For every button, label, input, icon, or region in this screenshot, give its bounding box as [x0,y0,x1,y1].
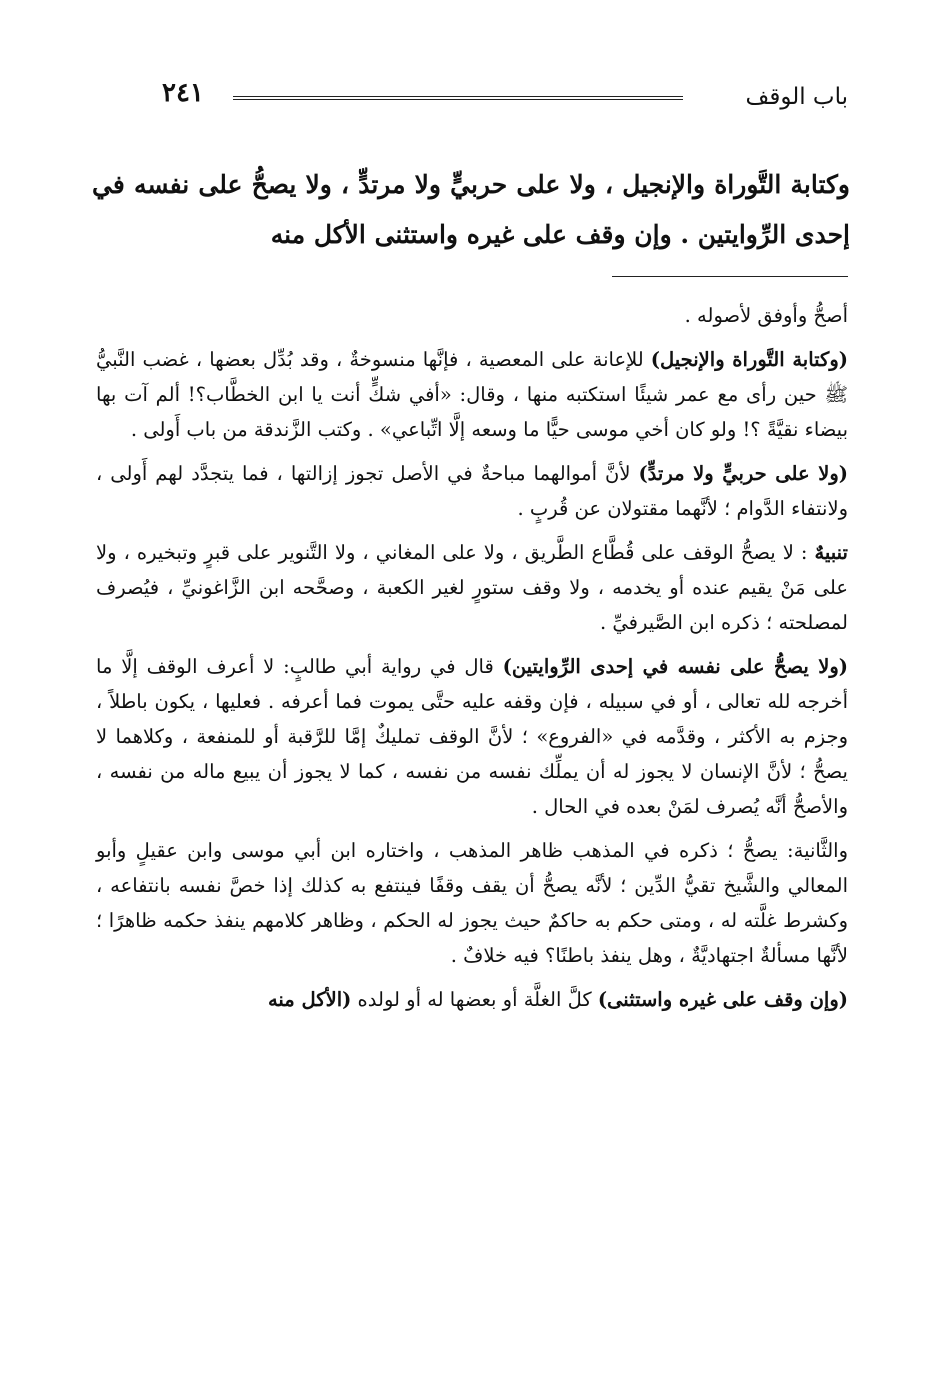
commentary-paragraph [96,649,848,824]
section-title: باب الوقف [745,84,848,110]
matn-text: وكتابة التَّوراة والإنجيل ، ولا على حربيٍّ ولا مرتدٍّ ، ولا يصحُّ على نفسه في إحدى الرِّوايتين . وإن وقف على غيره واستثنى الأكل منه [92,170,850,249]
commentary-paragraph [96,456,848,526]
commentary-paragraph [96,298,848,333]
commentary-text: للإعانة على المعصية ، فإنَّها منسوخةٌ ، وقد بُدِّل بعضها ، غضب النَّبيُّ ﷺ حين رأى مع عمر شيئًا استكتبه منها ، وقال: «أفي شكٍّ أنت يا ابن الخطَّاب؟! ألم آت بها بيضاء نقيَّةً ؟! ولو كان أخي موسى حيًّا ما وسعه إلَّا اتِّباعي» . وكتب الزَّندقة من باب أَولى . [96,348,848,441]
note-label: تنبيهٌ [814,541,848,564]
commentary-text: قال في رواية أبي طالبٍ: لا أعرف الوقف إلَّا ما أخرجه لله تعالى ، أو في سبيله ، فإن وقفه عليه حتَّى يموت فما أعرفه . فعليها ، يكون باطلاً ، وجزم به الأكثر ، وقدَّمه في «الفروع» ؛ لأنَّ الوقف تمليكٌ إمَّا للرَّقبة أو للمنفعة ، وكلاهما لا يصحُّ ؛ لأنَّ الإنسان لا يجوز له أن يملِّك نفسه من نفسه ، كما لا يجوز أن يبيع ماله من نفسه ، والأصحُّ أنَّه يُصرف لمَنْ بعده في الحال . [96,655,848,818]
footnote-separator [612,276,848,277]
page-number: ٢٤١ [162,78,204,108]
commentary-paragraph [96,342,848,447]
matn-lemma: (ولا على حربيٍّ ولا مرتدٍّ) [638,462,848,485]
commentary-paragraph [96,982,848,1017]
page-header [100,78,848,118]
matn-lemma: (الأكل منه [267,988,352,1011]
matn-lemma: (ولا يصحُّ على نفسه في إحدى الرِّوايتين) [502,655,849,678]
commentary-text: والثَّانية: يصحُّ ؛ ذكره في المذهب ظاهر المذهب ، واختاره ابن أبي موسى وابن عقيلٍ وأبو المعالي والشَّيخ تقيُّ الدِّين ؛ لأنَّه يصحُّ أن يقف وقفًا فينتفع به كذلك إذا خصَّ نفسه بانتفاعه ، وكشرط غلَّته له ، ومتى حكم به حاكمٌ حيث يجوز له الحكم ، وظاهر كلامهم ينفذ حكمه ظاهرًا ؛ لأنَّها مسألةٌ اجتهاديَّةٌ ، وهل ينفذ باطنًا؟ فيه خلافٌ . [96,839,848,967]
commentary-text: أصحُّ وأوفق لأصوله . [684,304,848,327]
commentary-text: لأنَّ أموالهما مباحةٌ في الأصل تجوز إزالتها ، فما يتجدَّد لهم أَولى ، ولانتفاء الدَّوام ؛ لأنَّهما مقتولان عن قُربٍ . [96,462,848,520]
commentary-paragraph [96,535,848,640]
commentary-text: كلَّ الغلَّة أو بعضها له أو لولده [351,988,598,1011]
header-rule [233,96,683,100]
matn-lemma: (وكتابة التَّوراة والإنجيل) [650,348,848,371]
matn-lemma: (وإن وقف على غيره واستثنى) [597,988,848,1011]
commentary-text: : لا يصحُّ الوقف على قُطَّاع الطَّريق ، ولا على المغاني ، ولا التَّنوير على قبرٍ وتبخيره ، ولا على مَنْ يقيم عنده أو يخدمه ، ولا وقف ستورٍ لغير الكعبة ، وصحَّحه ابن الزَّاغونيِّ ، فيُصرف لمصلحته ؛ ذكره ابن الصَّيرفيِّ . [96,541,848,634]
commentary-paragraph [96,833,848,973]
commentary [96,298,848,1026]
